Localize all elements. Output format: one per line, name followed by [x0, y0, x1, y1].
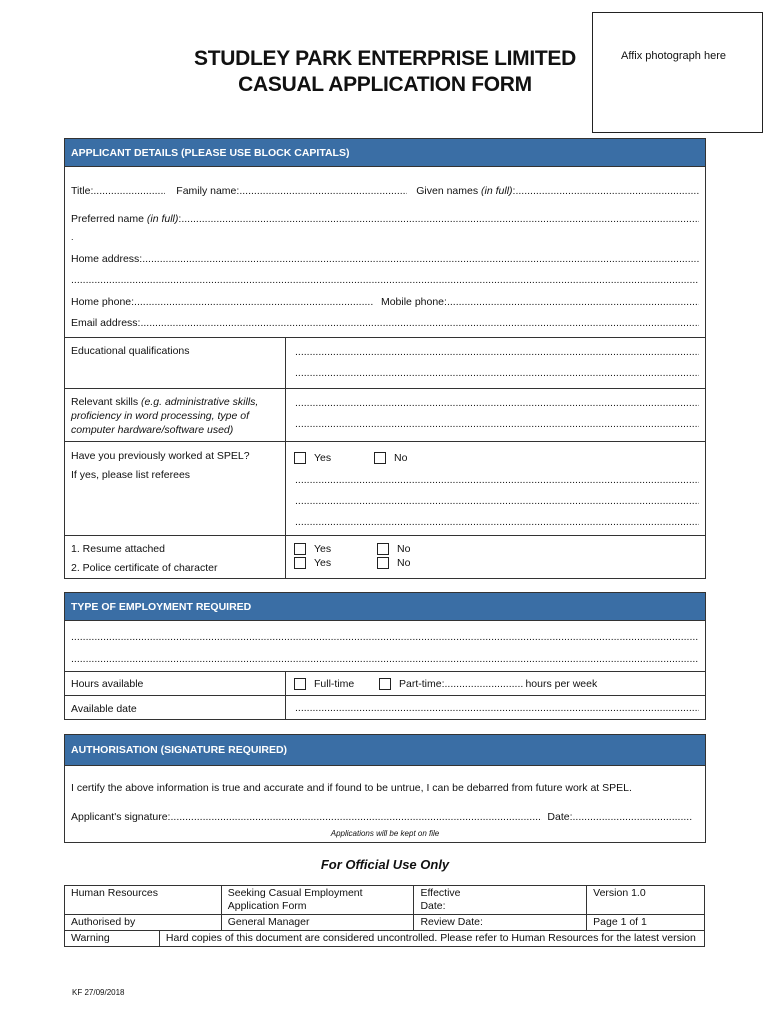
form-name: CASUAL APPLICATION FORM [238, 73, 532, 96]
warning-cell: Warning [65, 931, 160, 947]
documents-row [65, 535, 705, 579]
education-field-1[interactable] [295, 346, 699, 358]
hr-cell: Human Resources [65, 886, 222, 915]
form-title [150, 46, 620, 98]
education-label: Educational qualifications [71, 345, 190, 357]
kept-on-file-note: Applications will be kept on file [330, 829, 440, 838]
given-names-field[interactable] [515, 185, 699, 197]
mobile-phone-label: Mobile phone: [380, 296, 447, 308]
referees-field-3[interactable] [295, 516, 699, 528]
worked-yes-option[interactable] [294, 451, 331, 465]
home-address-field[interactable] [142, 253, 699, 265]
preferred-name-label: Preferred name [71, 213, 144, 225]
parttime-hours-field[interactable] [445, 677, 523, 691]
doc-title-line-2: Application Form [227, 900, 307, 912]
police-yes-option[interactable] [294, 556, 331, 570]
review-date-cell: Review Date: [414, 915, 587, 931]
signature-label: Applicant's signature: [71, 811, 171, 823]
skills-label-block [71, 395, 281, 437]
page-cell: Page 1 of 1 [587, 915, 705, 931]
skills-hint: (e.g. administrative skills, proficiency in word processing, type of computer hardware/software used) [71, 396, 259, 436]
police-no-option[interactable] [377, 556, 410, 570]
authorisation-section [64, 734, 706, 843]
signature-field[interactable] [170, 811, 542, 823]
email-line [71, 317, 699, 329]
skills-field-2[interactable] [295, 418, 699, 430]
table-row [65, 915, 705, 931]
preferred-line: Preferred name (in full):..... [71, 213, 699, 225]
name-line: Title:..... Family name:..... Given names (in full):..... [71, 185, 699, 197]
doc-title-line-1: Seeking Casual Employment [227, 887, 363, 899]
employment-field-2[interactable] [71, 653, 699, 665]
applicant-header: APPLICANT DETAILS (PLEASE USE BLOCK CAPITALS) [65, 139, 705, 167]
resume-yes-option[interactable] [294, 542, 331, 556]
document-control-table [64, 885, 705, 947]
employment-section [64, 592, 706, 720]
skills-label: Relevant skills [71, 396, 139, 408]
police-no-label: No [397, 557, 411, 569]
family-name-label: Family name: [176, 185, 240, 197]
hours-label: Hours available [71, 678, 144, 690]
police-yes-checkbox[interactable] [294, 557, 306, 569]
family-name-field[interactable] [239, 185, 407, 197]
police-no-checkbox[interactable] [377, 557, 389, 569]
referees-label: If yes, please list referees [71, 469, 191, 481]
employment-header: TYPE OF EMPLOYMENT REQUIRED [65, 593, 705, 621]
hours-row [65, 671, 705, 695]
stray-mark: . [71, 232, 74, 242]
parttime-label: Part-time: [399, 678, 445, 690]
parttime-option[interactable] [379, 677, 597, 691]
given-names-hint: (in full) [481, 185, 513, 197]
referees-field-1[interactable] [295, 474, 699, 486]
available-date-row [65, 695, 705, 720]
email-label: Email address: [71, 317, 141, 329]
education-row [65, 337, 705, 388]
preferred-name-hint: (in full) [146, 213, 179, 225]
worked-yes-label: Yes [314, 452, 332, 464]
official-use-title: For Official Use Only [320, 857, 450, 872]
photo-label: Affix photograph here [621, 50, 726, 62]
home-address-label: Home address: [71, 253, 143, 265]
police-label: 2. Police certificate of character [71, 562, 218, 574]
home-phone-label: Home phone: [71, 296, 135, 308]
fulltime-option[interactable] [294, 677, 354, 691]
resume-no-checkbox[interactable] [377, 543, 389, 555]
form-code: KF 27/09/2018 [72, 988, 125, 997]
hours-per-week-label: hours per week [525, 678, 598, 690]
parttime-checkbox[interactable] [379, 678, 391, 690]
date-label: Date: [547, 811, 573, 823]
title-field[interactable] [93, 185, 165, 197]
date-field[interactable] [573, 811, 693, 823]
previous-work-row [65, 441, 705, 535]
police-yes-label: Yes [314, 557, 332, 569]
warning-text-cell: Hard copies of this document are considered uncontrolled. Please refer to Human Resources for the latest version [159, 931, 704, 947]
available-date-field[interactable] [295, 702, 699, 714]
address-line [71, 253, 699, 265]
skills-field-1[interactable] [295, 397, 699, 409]
effective-line-1: Effective [420, 887, 461, 899]
worked-no-checkbox[interactable] [374, 452, 386, 464]
address-line-2[interactable] [71, 274, 699, 286]
authorisation-header: AUTHORISATION (SIGNATURE REQUIRED) [65, 735, 705, 766]
effective-line-2: Date: [420, 900, 446, 912]
given-names-label: Given names [416, 185, 479, 197]
worked-label: Have you previously worked at SPEL? [71, 450, 250, 462]
referees-field-2[interactable] [295, 495, 699, 507]
doc-title-cell [221, 886, 414, 915]
preferred-name-field[interactable] [181, 213, 699, 225]
authorised-by-cell: Authorised by [65, 915, 222, 931]
worked-yes-checkbox[interactable] [294, 452, 306, 464]
signature-line [71, 811, 699, 823]
employment-field-1[interactable] [71, 631, 699, 643]
general-manager-cell: General Manager [221, 915, 414, 931]
skills-row [65, 388, 705, 441]
phone-line [71, 296, 699, 308]
table-row [65, 931, 705, 947]
title-label: Title: [71, 185, 94, 197]
effective-date-cell [414, 886, 587, 915]
mobile-phone-field[interactable] [447, 296, 699, 308]
fulltime-label: Full-time [314, 678, 355, 690]
resume-yes-checkbox[interactable] [294, 543, 306, 555]
version-cell: Version 1.0 [587, 886, 705, 915]
resume-yes-label: Yes [314, 543, 332, 555]
company-name: STUDLEY PARK ENTERPRISE LIMITED [194, 47, 576, 70]
photo-box[interactable] [592, 12, 763, 133]
table-row [65, 886, 705, 915]
available-date-label: Available date [71, 703, 137, 715]
worked-no-option[interactable] [374, 451, 407, 465]
applicant-section [64, 138, 706, 579]
home-phone-field[interactable] [134, 296, 374, 308]
resume-no-label: No [397, 543, 411, 555]
fulltime-checkbox[interactable] [294, 678, 306, 690]
certify-text: I certify the above information is true and accurate and if found to be untrue, I can be debarred from future work at SPEL. [71, 782, 632, 794]
education-field-2[interactable] [295, 367, 699, 379]
resume-label: 1. Resume attached [71, 543, 165, 555]
worked-no-label: No [394, 452, 408, 464]
resume-no-option[interactable] [377, 542, 410, 556]
email-field[interactable] [140, 317, 699, 329]
